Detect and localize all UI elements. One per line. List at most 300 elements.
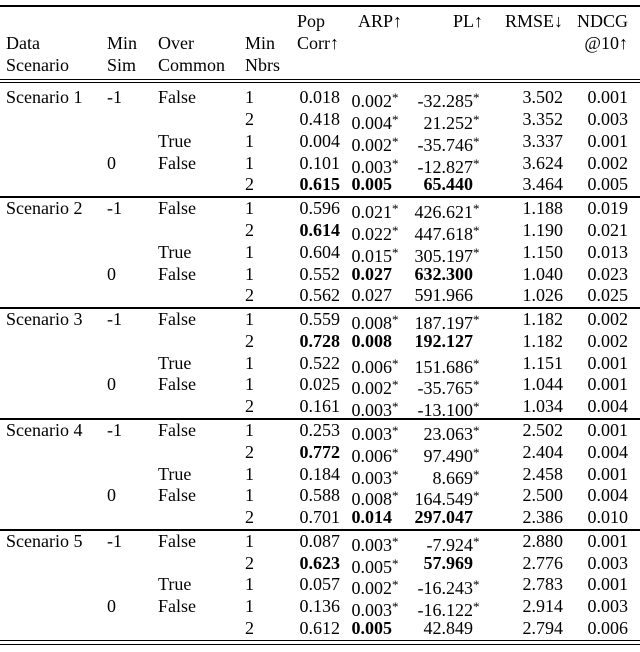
cell-pop-corr-value: 0.596 — [299, 197, 340, 218]
cell-ndcg-value: 0.001 — [587, 130, 628, 151]
cell-data-scenario — [0, 87, 101, 109]
cell-ndcg-value: 0.025 — [587, 285, 628, 306]
table-row — [0, 309, 640, 331]
cell-min-nbrs — [239, 264, 291, 286]
cell-min-nbrs — [239, 153, 291, 175]
cell-min-nbrs-text: 1 — [245, 596, 254, 617]
cell-data-scenario-text: Scenario 2 — [6, 197, 83, 218]
cell-rmse-value: 1.182 — [522, 330, 563, 351]
cell-over-common-text: True — [158, 130, 192, 151]
cell-pl-value: 65.440 — [423, 174, 473, 195]
cell-pop-corr — [291, 531, 340, 553]
cell-data-scenario — [0, 174, 101, 196]
cell-rmse-value: 2.783 — [522, 574, 563, 595]
cell-arp: 0.003* — [351, 399, 399, 421]
cell-rmse-value: 3.464 — [522, 174, 563, 195]
cell-data-scenario — [0, 242, 101, 264]
header-min-sim-line1: Min — [107, 32, 138, 53]
cell-rmse — [473, 309, 563, 331]
table-row — [0, 396, 640, 421]
table-bottom-rule — [0, 640, 640, 645]
cell-pop-corr-value: 0.087 — [299, 530, 340, 551]
cell-pl — [392, 264, 473, 286]
cell-arp-value: 0.002 — [351, 378, 392, 399]
table-row — [0, 464, 640, 486]
cell-pl: -12.827* — [417, 155, 480, 177]
cell-pl-value: 42.849 — [423, 618, 473, 639]
cell-pop-corr-value: 0.588 — [299, 485, 340, 506]
rule-line — [0, 644, 640, 645]
cell-min-sim-text: -1 — [107, 419, 122, 440]
cell-min-sim — [101, 374, 152, 396]
cell-pl-value: 591.966 — [414, 285, 473, 306]
cell-over-common — [152, 353, 239, 375]
cell-data-scenario — [0, 618, 101, 640]
cell-pop-corr — [291, 574, 340, 596]
cell-pop-corr-value: 0.615 — [299, 174, 340, 195]
cell-pl-value: -32.285 — [417, 90, 473, 111]
cell-over-common — [152, 331, 239, 353]
cell-data-scenario — [0, 153, 101, 175]
cell-rmse — [473, 331, 563, 353]
cell-pl: -35.746* — [417, 133, 480, 155]
cell-min-sim — [101, 87, 152, 109]
cell-rmse — [473, 374, 563, 396]
cell-min-sim — [101, 220, 152, 242]
cell-ndcg — [563, 396, 628, 418]
cell-pl — [392, 285, 473, 307]
cell-rmse-value: 2.880 — [522, 530, 563, 551]
cell-pop-corr-value: 0.057 — [299, 574, 340, 595]
cell-pop-corr — [291, 353, 340, 375]
cell-min-nbrs-text: 1 — [245, 574, 254, 595]
cell-arp: 0.021* — [351, 200, 399, 222]
cell-data-scenario — [0, 374, 101, 396]
cell-min-nbrs-text: 2 — [245, 285, 254, 306]
cell-ndcg-value: 0.006 — [587, 618, 628, 639]
cell-pop-corr-value: 0.623 — [299, 552, 340, 573]
cell-pl-value: 426.621 — [414, 201, 473, 222]
cell-rmse — [473, 618, 563, 640]
cell-over-common-text: True — [158, 241, 192, 262]
cell-pop-corr-value: 0.184 — [299, 463, 340, 484]
cell-arp: 0.015* — [351, 244, 399, 266]
cell-pop-corr-value: 0.701 — [299, 507, 340, 528]
cell-arp-value: 0.015 — [351, 245, 392, 266]
cell-ndcg — [563, 220, 628, 242]
cell-min-nbrs — [239, 464, 291, 486]
cell-pl-value: 297.047 — [414, 507, 473, 528]
cell-min-nbrs — [239, 618, 291, 640]
cell-over-common-text: True — [158, 352, 192, 373]
cell-pop-corr-value: 0.018 — [299, 86, 340, 107]
cell-pop-corr-value: 0.004 — [299, 130, 340, 151]
cell-pl-value: 192.127 — [414, 330, 473, 351]
cell-arp-value: 0.002 — [351, 134, 392, 155]
cell-ndcg — [563, 420, 628, 442]
cell-pl-value: 21.252 — [423, 112, 473, 133]
cell-arp-value: 0.008 — [351, 489, 392, 510]
cell-over-common — [152, 174, 239, 196]
cell-data-scenario-text: Scenario 4 — [6, 419, 83, 440]
cell-arp: 0.003* — [351, 599, 399, 621]
cell-min-nbrs-text: 1 — [245, 485, 254, 506]
scenario-block-3 — [0, 308, 640, 421]
cell-ndcg-value: 0.001 — [587, 374, 628, 395]
cell-over-common-text: False — [158, 419, 196, 440]
cell-rmse-value: 3.624 — [522, 152, 563, 173]
cell-pop-corr — [291, 285, 340, 307]
cell-min-nbrs-text: 1 — [245, 152, 254, 173]
cell-pl: -35.765* — [417, 377, 480, 399]
cell-ndcg-value: 0.023 — [587, 263, 628, 284]
cell-pl: 187.197* — [414, 311, 480, 333]
cell-min-nbrs-text: 1 — [245, 241, 254, 262]
header-min-nbrs-line1: Min — [245, 32, 276, 53]
cell-pop-corr — [291, 309, 340, 331]
header-min-nbrs — [239, 10, 291, 79]
cell-over-common — [152, 87, 239, 109]
cell-pop-corr — [291, 220, 340, 242]
cell-rmse — [473, 464, 563, 486]
cell-min-nbrs — [239, 353, 291, 375]
cell-pl: 151.686* — [414, 355, 480, 377]
header-ndcg — [563, 10, 628, 79]
table-body — [0, 87, 640, 640]
scenario-block-2 — [0, 198, 640, 307]
cell-rmse — [473, 220, 563, 242]
cell-min-sim — [101, 285, 152, 307]
table-row — [0, 507, 640, 529]
cell-min-nbrs-text: 1 — [245, 419, 254, 440]
cell-pop-corr-value: 0.559 — [299, 308, 340, 329]
cell-arp: 0.003* — [351, 466, 399, 488]
cell-min-sim — [101, 464, 152, 486]
cell-min-sim — [101, 331, 152, 353]
cell-min-sim — [101, 131, 152, 153]
cell-arp: 0.006* — [351, 444, 399, 466]
cell-pl-value: 8.669 — [432, 467, 473, 488]
cell-pl-value: -16.122 — [417, 600, 473, 621]
cell-ndcg — [563, 485, 628, 507]
cell-min-sim-text: 0 — [107, 152, 116, 173]
cell-ndcg-value: 0.001 — [587, 352, 628, 373]
cell-ndcg — [563, 374, 628, 396]
cell-min-sim-text: 0 — [107, 374, 116, 395]
table-row — [0, 242, 640, 264]
cell-arp — [340, 285, 392, 307]
table-row — [0, 531, 640, 553]
cell-min-nbrs — [239, 507, 291, 529]
cell-min-sim — [101, 420, 152, 442]
cell-arp: 0.008* — [351, 311, 399, 333]
table-row — [0, 374, 640, 399]
header-min-sim-line2: Sim — [107, 54, 137, 75]
cell-rmse — [473, 396, 563, 418]
cell-min-sim — [101, 531, 152, 553]
cell-pl: 305.197* — [414, 244, 480, 266]
header-arp — [340, 10, 402, 79]
cell-ndcg — [563, 309, 628, 331]
cell-ndcg — [563, 553, 628, 575]
cell-ndcg — [563, 109, 628, 131]
cell-over-common — [152, 285, 239, 307]
cell-over-common-text: False — [158, 374, 196, 395]
cell-ndcg — [563, 285, 628, 307]
cell-pl: -7.924* — [426, 533, 480, 555]
cell-min-nbrs — [239, 331, 291, 353]
cell-data-scenario — [0, 131, 101, 153]
cell-data-scenario — [0, 574, 101, 596]
cell-data-scenario — [0, 309, 101, 331]
cell-over-common-text: False — [158, 308, 196, 329]
cell-min-nbrs — [239, 198, 291, 220]
cell-pop-corr — [291, 420, 340, 442]
cell-arp: 0.002* — [351, 377, 399, 399]
cell-rmse-value: 2.404 — [522, 441, 563, 462]
cell-pl-value: 151.686 — [414, 356, 473, 377]
cell-pop-corr — [291, 396, 340, 418]
cell-arp-value: 0.003 — [351, 600, 392, 621]
cell-min-nbrs-text: 1 — [245, 263, 254, 284]
cell-ndcg — [563, 153, 628, 175]
cell-rmse-value: 1.151 — [522, 352, 563, 373]
cell-pop-corr — [291, 331, 340, 353]
cell-min-sim-text: -1 — [107, 308, 122, 329]
cell-data-scenario — [0, 264, 101, 286]
cell-rmse-value: 2.386 — [522, 507, 563, 528]
cell-rmse-value: 2.458 — [522, 463, 563, 484]
cell-arp — [340, 264, 392, 286]
cell-ndcg-value: 0.005 — [587, 174, 628, 195]
header-over-common — [152, 10, 239, 79]
cell-pop-corr — [291, 131, 340, 153]
cell-ndcg — [563, 331, 628, 353]
cell-arp: 0.022* — [351, 222, 399, 244]
table-row — [0, 264, 640, 286]
cell-pl-value: -16.243 — [417, 578, 473, 599]
cell-arp-value: 0.021 — [351, 201, 392, 222]
cell-pl-value: -12.827 — [417, 156, 473, 177]
cell-over-common — [152, 264, 239, 286]
table-row — [0, 353, 640, 375]
cell-over-common — [152, 220, 239, 242]
cell-ndcg — [563, 174, 628, 196]
cell-arp-value: 0.005 — [351, 618, 392, 639]
cell-pl-value: 97.490 — [423, 445, 473, 466]
cell-pl: 426.621* — [414, 200, 480, 222]
cell-arp-value: 0.005 — [351, 174, 392, 195]
cell-min-nbrs-text: 1 — [245, 308, 254, 329]
cell-over-common — [152, 374, 239, 396]
header-pl-label: PL↑ — [452, 10, 483, 31]
cell-ndcg — [563, 353, 628, 375]
cell-over-common — [152, 507, 239, 529]
cell-arp-value: 0.003 — [351, 534, 392, 555]
cell-rmse — [473, 264, 563, 286]
cell-arp: 0.005* — [351, 555, 399, 577]
cell-pl — [392, 174, 473, 196]
cell-pl — [392, 553, 473, 575]
cell-ndcg — [563, 264, 628, 286]
cell-arp: 0.002* — [351, 133, 399, 155]
cell-data-scenario — [0, 485, 101, 507]
cell-ndcg — [563, 596, 628, 618]
cell-arp-value: 0.003 — [351, 423, 392, 444]
cell-arp-value: 0.006 — [351, 356, 392, 377]
cell-min-nbrs-text: 2 — [245, 219, 254, 240]
cell-min-nbrs-text: 2 — [245, 174, 254, 195]
cell-arp-value: 0.006 — [351, 445, 392, 466]
table-row — [0, 220, 640, 242]
cell-pop-corr — [291, 242, 340, 264]
cell-pop-corr — [291, 87, 340, 109]
cell-pl: -16.122* — [417, 599, 480, 621]
header-ndcg-line2: @10↑ — [584, 32, 628, 53]
header-over-common-line1: Over — [158, 32, 194, 53]
table-row — [0, 596, 640, 621]
header-pop-corr-line2: Corr↑ — [297, 32, 339, 53]
cell-rmse — [473, 353, 563, 375]
cell-pl: 97.490* — [423, 444, 480, 466]
cell-pop-corr — [291, 485, 340, 507]
cell-min-sim — [101, 153, 152, 175]
cell-arp-value: 0.022 — [351, 223, 392, 244]
cell-pop-corr-value: 0.253 — [299, 419, 340, 440]
cell-min-nbrs — [239, 420, 291, 442]
cell-rmse — [473, 131, 563, 153]
cell-over-common — [152, 442, 239, 464]
cell-ndcg-value: 0.013 — [587, 241, 628, 262]
cell-pl: -32.285* — [417, 89, 480, 111]
cell-pop-corr-value: 0.522 — [299, 352, 340, 373]
cell-min-nbrs-text: 2 — [245, 396, 254, 417]
cell-rmse — [473, 442, 563, 464]
cell-arp — [340, 331, 392, 353]
cell-over-common — [152, 574, 239, 596]
cell-rmse-value: 2.794 — [522, 618, 563, 639]
header-data-scenario — [0, 10, 101, 79]
cell-arp: 0.002* — [351, 577, 399, 599]
cell-pl: 8.669* — [432, 466, 480, 488]
cell-over-common-text: False — [158, 263, 196, 284]
cell-min-nbrs — [239, 574, 291, 596]
table-row — [0, 153, 640, 175]
cell-pop-corr — [291, 264, 340, 286]
cell-ndcg-value: 0.004 — [587, 485, 628, 506]
cell-ndcg-value: 0.010 — [587, 507, 628, 528]
cell-pl-value: 57.969 — [423, 552, 473, 573]
table-row — [0, 420, 640, 442]
cell-arp: 0.003* — [351, 533, 399, 555]
cell-arp: 0.002* — [351, 89, 399, 111]
header-pl — [392, 10, 483, 79]
cell-ndcg-value: 0.021 — [587, 219, 628, 240]
cell-min-sim — [101, 485, 152, 507]
cell-rmse-value: 2.502 — [522, 419, 563, 440]
cell-rmse-value: 3.352 — [522, 108, 563, 129]
cell-min-nbrs-text: 1 — [245, 197, 254, 218]
cell-pop-corr — [291, 153, 340, 175]
cell-over-common — [152, 109, 239, 131]
cell-pl — [392, 331, 473, 353]
cell-min-sim — [101, 442, 152, 464]
cell-over-common — [152, 596, 239, 618]
cell-rmse — [473, 596, 563, 618]
header-arp-label: ARP↑ — [357, 10, 402, 31]
cell-arp — [340, 174, 392, 196]
header-data-scenario-line1: Data — [6, 32, 40, 53]
cell-rmse-value: 2.776 — [522, 552, 563, 573]
cell-over-common-text: True — [158, 463, 192, 484]
cell-over-common — [152, 396, 239, 418]
cell-data-scenario — [0, 596, 101, 618]
cell-min-nbrs-text: 2 — [245, 108, 254, 129]
header-double-rule — [0, 79, 640, 84]
cell-pl — [392, 618, 473, 640]
cell-pl: 21.252* — [423, 111, 480, 133]
cell-rmse — [473, 242, 563, 264]
cell-over-common-text: False — [158, 530, 196, 551]
cell-pop-corr-value: 0.772 — [299, 441, 340, 462]
cell-min-sim — [101, 618, 152, 640]
cell-data-scenario — [0, 507, 101, 529]
cell-min-nbrs — [239, 531, 291, 553]
cell-pop-corr-value: 0.136 — [299, 596, 340, 617]
cell-rmse — [473, 553, 563, 575]
cell-rmse-value: 1.034 — [522, 396, 563, 417]
cell-data-scenario — [0, 331, 101, 353]
cell-min-nbrs-text: 1 — [245, 130, 254, 151]
cell-ndcg-value: 0.002 — [587, 308, 628, 329]
cell-pop-corr — [291, 618, 340, 640]
cell-min-nbrs — [239, 374, 291, 396]
cell-pl-value: 164.549 — [414, 489, 473, 510]
cell-data-scenario — [0, 285, 101, 307]
cell-arp-value: 0.003 — [351, 467, 392, 488]
cell-data-scenario — [0, 442, 101, 464]
cell-min-nbrs — [239, 442, 291, 464]
cell-ndcg-value: 0.019 — [587, 197, 628, 218]
cell-min-sim-text: 0 — [107, 485, 116, 506]
cell-pop-corr — [291, 442, 340, 464]
table-row — [0, 553, 640, 575]
cell-data-scenario-text: Scenario 1 — [6, 86, 83, 107]
cell-rmse — [473, 507, 563, 529]
cell-min-sim — [101, 396, 152, 418]
cell-min-nbrs — [239, 309, 291, 331]
cell-rmse — [473, 420, 563, 442]
header-ndcg-line1: NDCG — [576, 10, 628, 31]
cell-arp: 0.003* — [351, 155, 399, 177]
cell-pop-corr — [291, 374, 340, 396]
cell-min-sim — [101, 553, 152, 575]
cell-arp-value: 0.027 — [351, 285, 392, 306]
cell-rmse-value: 1.188 — [522, 197, 563, 218]
cell-pop-corr — [291, 109, 340, 131]
cell-ndcg-value: 0.002 — [587, 330, 628, 351]
cell-over-common — [152, 464, 239, 486]
cell-min-sim — [101, 507, 152, 529]
header-pop-corr-line1: Pop — [297, 10, 326, 31]
cell-min-sim — [101, 596, 152, 618]
cell-pl-value: 447.618 — [414, 223, 473, 244]
cell-min-nbrs-text: 1 — [245, 374, 254, 395]
table-header — [0, 7, 640, 79]
cell-pop-corr — [291, 553, 340, 575]
cell-min-sim — [101, 309, 152, 331]
table-row — [0, 574, 640, 599]
